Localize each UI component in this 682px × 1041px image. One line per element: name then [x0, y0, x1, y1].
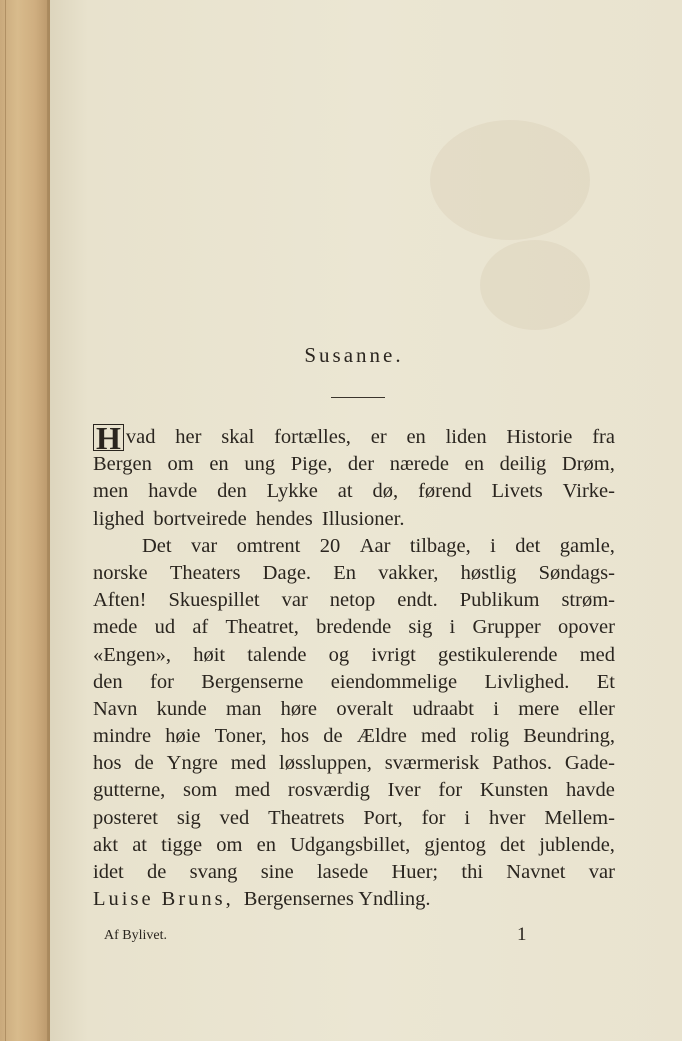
word: Lykke [266, 480, 318, 503]
text-line [93, 420, 615, 456]
word: Port, [363, 806, 403, 829]
word: Et [596, 670, 615, 693]
word: idet [93, 861, 124, 883]
word: med [421, 725, 457, 748]
word: Det [142, 534, 172, 557]
word: høre [280, 697, 318, 720]
word: jublende, [539, 833, 615, 856]
word: havde [565, 779, 615, 802]
word: ved [219, 806, 250, 829]
word: rosværdig [287, 779, 370, 802]
word: i [490, 534, 496, 557]
word: at [132, 833, 147, 856]
word: mindre [93, 725, 152, 748]
word: Luise Bruns, [93, 888, 234, 911]
text-line [93, 587, 615, 614]
word: tilbage, [409, 534, 471, 557]
word: gjentog [424, 833, 486, 856]
word: mede [93, 616, 138, 639]
word: opover [557, 616, 615, 639]
word: Skuespillet [168, 589, 260, 612]
word: hos [93, 752, 122, 775]
word: En [333, 561, 357, 584]
word: sine [260, 861, 294, 883]
word: Bergenserne [201, 670, 304, 693]
word: Grupper [472, 616, 541, 639]
word: lighed bortveirede hendes Illusioner. [93, 507, 405, 530]
text-line [93, 478, 615, 505]
word: udraabt [412, 697, 474, 720]
word: fortælles, [274, 426, 351, 448]
word: en [406, 426, 426, 448]
word: norske [93, 561, 148, 584]
word: Gade- [564, 752, 615, 775]
word: omtrent [236, 534, 301, 557]
word: gestikulerende [437, 643, 558, 666]
word: om [167, 453, 194, 476]
word: Beundring, [523, 725, 615, 748]
word: sig [408, 616, 433, 639]
word: Huer; [391, 861, 439, 883]
word: det [500, 833, 526, 856]
word: netop [329, 589, 376, 612]
word: i [464, 806, 471, 829]
word: hos [280, 725, 310, 748]
word: mere [518, 697, 560, 720]
word: en [256, 833, 276, 856]
word: Aar [359, 534, 391, 557]
book-page [50, 0, 682, 1041]
text-line [93, 832, 615, 859]
word: var [191, 534, 218, 557]
word: med [230, 752, 267, 775]
word: Theatret, [225, 616, 299, 639]
word: eiendommelige [330, 670, 458, 693]
word: akt [93, 833, 119, 856]
word: overalt [336, 697, 394, 720]
word: det [515, 534, 541, 557]
word: Livets [491, 480, 543, 503]
word: tigge [161, 833, 203, 856]
word: for [421, 806, 446, 829]
word: man [226, 697, 262, 720]
word: gamle, [559, 534, 615, 557]
word: svang [189, 861, 238, 883]
text-line [93, 805, 615, 832]
word: skal [221, 426, 255, 448]
word: Drøm, [561, 453, 615, 476]
word: Bergen [93, 453, 152, 476]
first-word-group [93, 420, 156, 456]
word: Søndags- [538, 561, 615, 584]
paper-stain [480, 240, 590, 330]
word: Bergensernes Yndling. [243, 888, 431, 911]
word: 20 [319, 534, 341, 557]
word: havde [148, 480, 198, 503]
word: kunde [156, 697, 207, 720]
text-line [93, 506, 615, 533]
paper-stain [430, 120, 590, 240]
text-line [93, 642, 615, 669]
word: Ældre [356, 725, 407, 748]
word: med [234, 779, 271, 802]
word: Iver [387, 779, 421, 802]
text-line [93, 533, 615, 560]
drop-cap: H [93, 424, 124, 451]
text-line [93, 614, 615, 641]
text-line [93, 723, 615, 750]
word: var [588, 861, 615, 883]
word: ivrigt [371, 643, 416, 666]
word: Pathos. [492, 752, 552, 775]
word: de [147, 861, 167, 883]
word: Publikum [459, 589, 540, 612]
word: dø, [372, 480, 399, 503]
word: eller [578, 697, 615, 720]
text-line [93, 696, 615, 723]
word: men [93, 480, 129, 503]
word: Udgangsbillet, [290, 833, 411, 856]
word: hver [488, 806, 526, 829]
word: posteret [93, 806, 158, 829]
word: Toner, [214, 725, 267, 748]
text-line [93, 859, 615, 886]
word: thi [461, 861, 484, 883]
body-text [93, 420, 615, 913]
text-line [93, 750, 615, 777]
word: strøm- [561, 589, 615, 612]
word: Pige, [290, 453, 333, 476]
word: den [93, 670, 123, 693]
word: høstlig [460, 561, 517, 584]
word: nærede [389, 453, 449, 476]
word: Theatrets [268, 806, 345, 829]
word: deilig [499, 453, 547, 476]
word: en [464, 453, 484, 476]
word: sværmerisk [384, 752, 480, 775]
word: Mellem- [544, 806, 615, 829]
word: førend [418, 480, 472, 503]
word: som [183, 779, 218, 802]
title-rule [331, 397, 385, 398]
word: Theaters [169, 561, 241, 584]
word: Yngre [166, 752, 218, 775]
word: Navn [93, 697, 138, 720]
word: der [347, 453, 375, 476]
word: sig [176, 806, 201, 829]
word: lasede [316, 861, 369, 883]
word: vad [125, 426, 156, 448]
text-line [93, 886, 615, 913]
word: høie [165, 725, 201, 748]
word: bredende [316, 616, 392, 639]
word: rolig [470, 725, 510, 748]
word: Virke- [562, 480, 615, 503]
word: med [579, 643, 615, 666]
word: af [192, 616, 209, 639]
word: og [328, 643, 350, 666]
page-number: 1 [517, 924, 527, 945]
word: for [150, 670, 174, 693]
word: vakker, [378, 561, 439, 584]
word: gutterne, [93, 779, 166, 802]
word: endt. [397, 589, 438, 612]
word: «Engen», [93, 643, 171, 666]
chapter-title: Susanne. [304, 343, 404, 367]
word: Historie [506, 426, 573, 448]
word: liden [445, 426, 487, 448]
word: i [449, 616, 456, 639]
text-line [93, 777, 615, 804]
text-line [93, 560, 615, 587]
word: den [217, 480, 247, 503]
word: at [337, 480, 353, 503]
word: ung [244, 453, 276, 476]
text-line [93, 669, 615, 696]
text-line [93, 451, 615, 478]
word: en [209, 453, 229, 476]
spine-line [5, 0, 6, 1041]
word: fra [592, 426, 615, 448]
word: Navnet [506, 861, 566, 883]
word: var [281, 589, 308, 612]
word: om [216, 833, 243, 856]
word: ud [154, 616, 176, 639]
word: talende [247, 643, 307, 666]
word: Aften! [93, 589, 147, 612]
word: de [134, 752, 154, 775]
word: i [493, 697, 499, 720]
word: Dage. [262, 561, 312, 584]
word: de [323, 725, 343, 748]
word: løssluppen, [279, 752, 372, 775]
word: Livlighed. [484, 670, 570, 693]
word: høit [193, 643, 226, 666]
signature-mark: Af Bylivet. [104, 928, 167, 943]
word: her [175, 426, 202, 448]
word: er [370, 426, 387, 448]
word: Kunsten [479, 779, 549, 802]
word: for [438, 779, 463, 802]
book-spine-edge [0, 0, 50, 1041]
